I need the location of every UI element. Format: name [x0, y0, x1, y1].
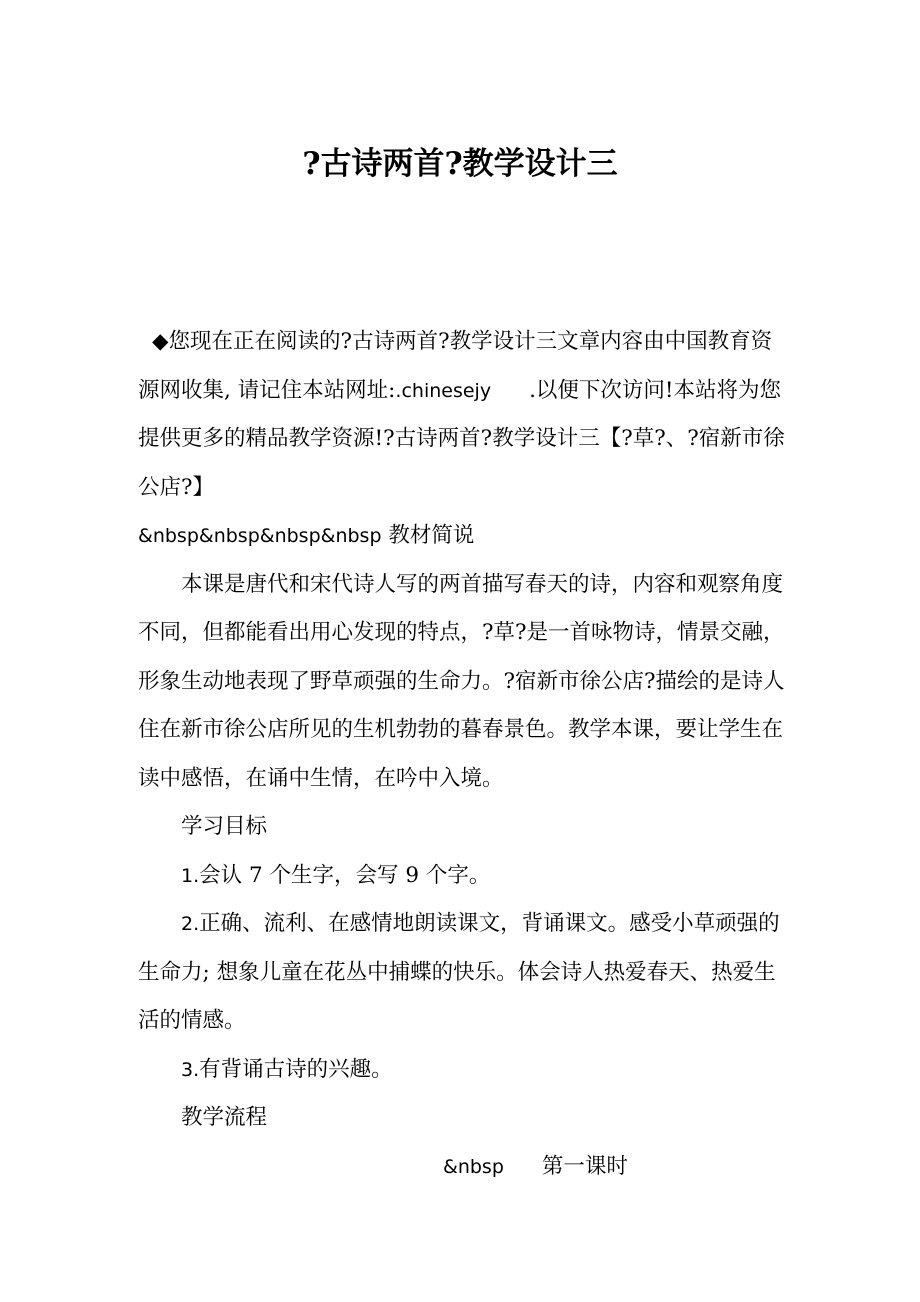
overview-paragraph: 本课是唐代和宋代诗人写的两首描写春天的诗，内容和观察角度不同，但都能看出用心发现的特点，?草?是一首咏物诗，情景交融，形象生动地表现了野草顽强的生命力。?宿新市徐公店?描绘的是诗人住在新市徐公店所见的生机勃勃的暮春景色。教学本课，要让学生在读中感悟，在诵中生情，在吟中入境。: [138, 571, 785, 791]
document-title: ?古诗两首?教学设计三: [302, 146, 618, 182]
section-label-line: [138, 512, 788, 561]
goal-text: 会认 7 个生字，会写 9 个字。: [199, 862, 491, 888]
lesson-prefix: &nbsp: [443, 1155, 504, 1178]
goal-number: 1.: [181, 864, 200, 887]
site-address: .chinesejy: [395, 379, 492, 402]
section-label: 教材简说: [388, 523, 475, 548]
intro-text-b: .以便下次访问!本站将为您提供更多的精品教学资源!?古诗两首?教学设计三【?草?、?宿新市徐公店?】: [138, 377, 785, 500]
flow-heading: 教学流程: [181, 1105, 268, 1130]
goal-number: 2.: [181, 913, 200, 935]
goal-item-1: [138, 852, 788, 901]
section-label-prefix: &nbsp&nbsp&nbsp&nbsp: [138, 525, 382, 547]
goal-number: 3.: [181, 1058, 200, 1081]
goals-heading: 学习目标: [181, 814, 268, 839]
lesson-label-line: [138, 1143, 788, 1192]
goal-text: 有背诵古诗的兴趣。: [199, 1056, 393, 1082]
intro-text-a: 您现在正在阅读的?古诗两首?教学设计三文章内容由中国教育资源网收集, 请记住本站网址:: [138, 329, 773, 403]
intro-paragraph: [138, 318, 788, 512]
document-body: [138, 318, 788, 1191]
lesson-label: 第一课时: [541, 1153, 628, 1179]
goal-text: 正确、流利、在感情地朗读课文，背诵课文。感受小草顽强的生命力; 想象儿童在花丛中捕蝶的快乐。体会诗人热爱春天、热爱生活的情感。: [138, 911, 780, 1033]
goal-item-3: [138, 1046, 788, 1095]
goal-item-2: [138, 900, 788, 1046]
bullet-icon: ◆: [152, 329, 169, 354]
